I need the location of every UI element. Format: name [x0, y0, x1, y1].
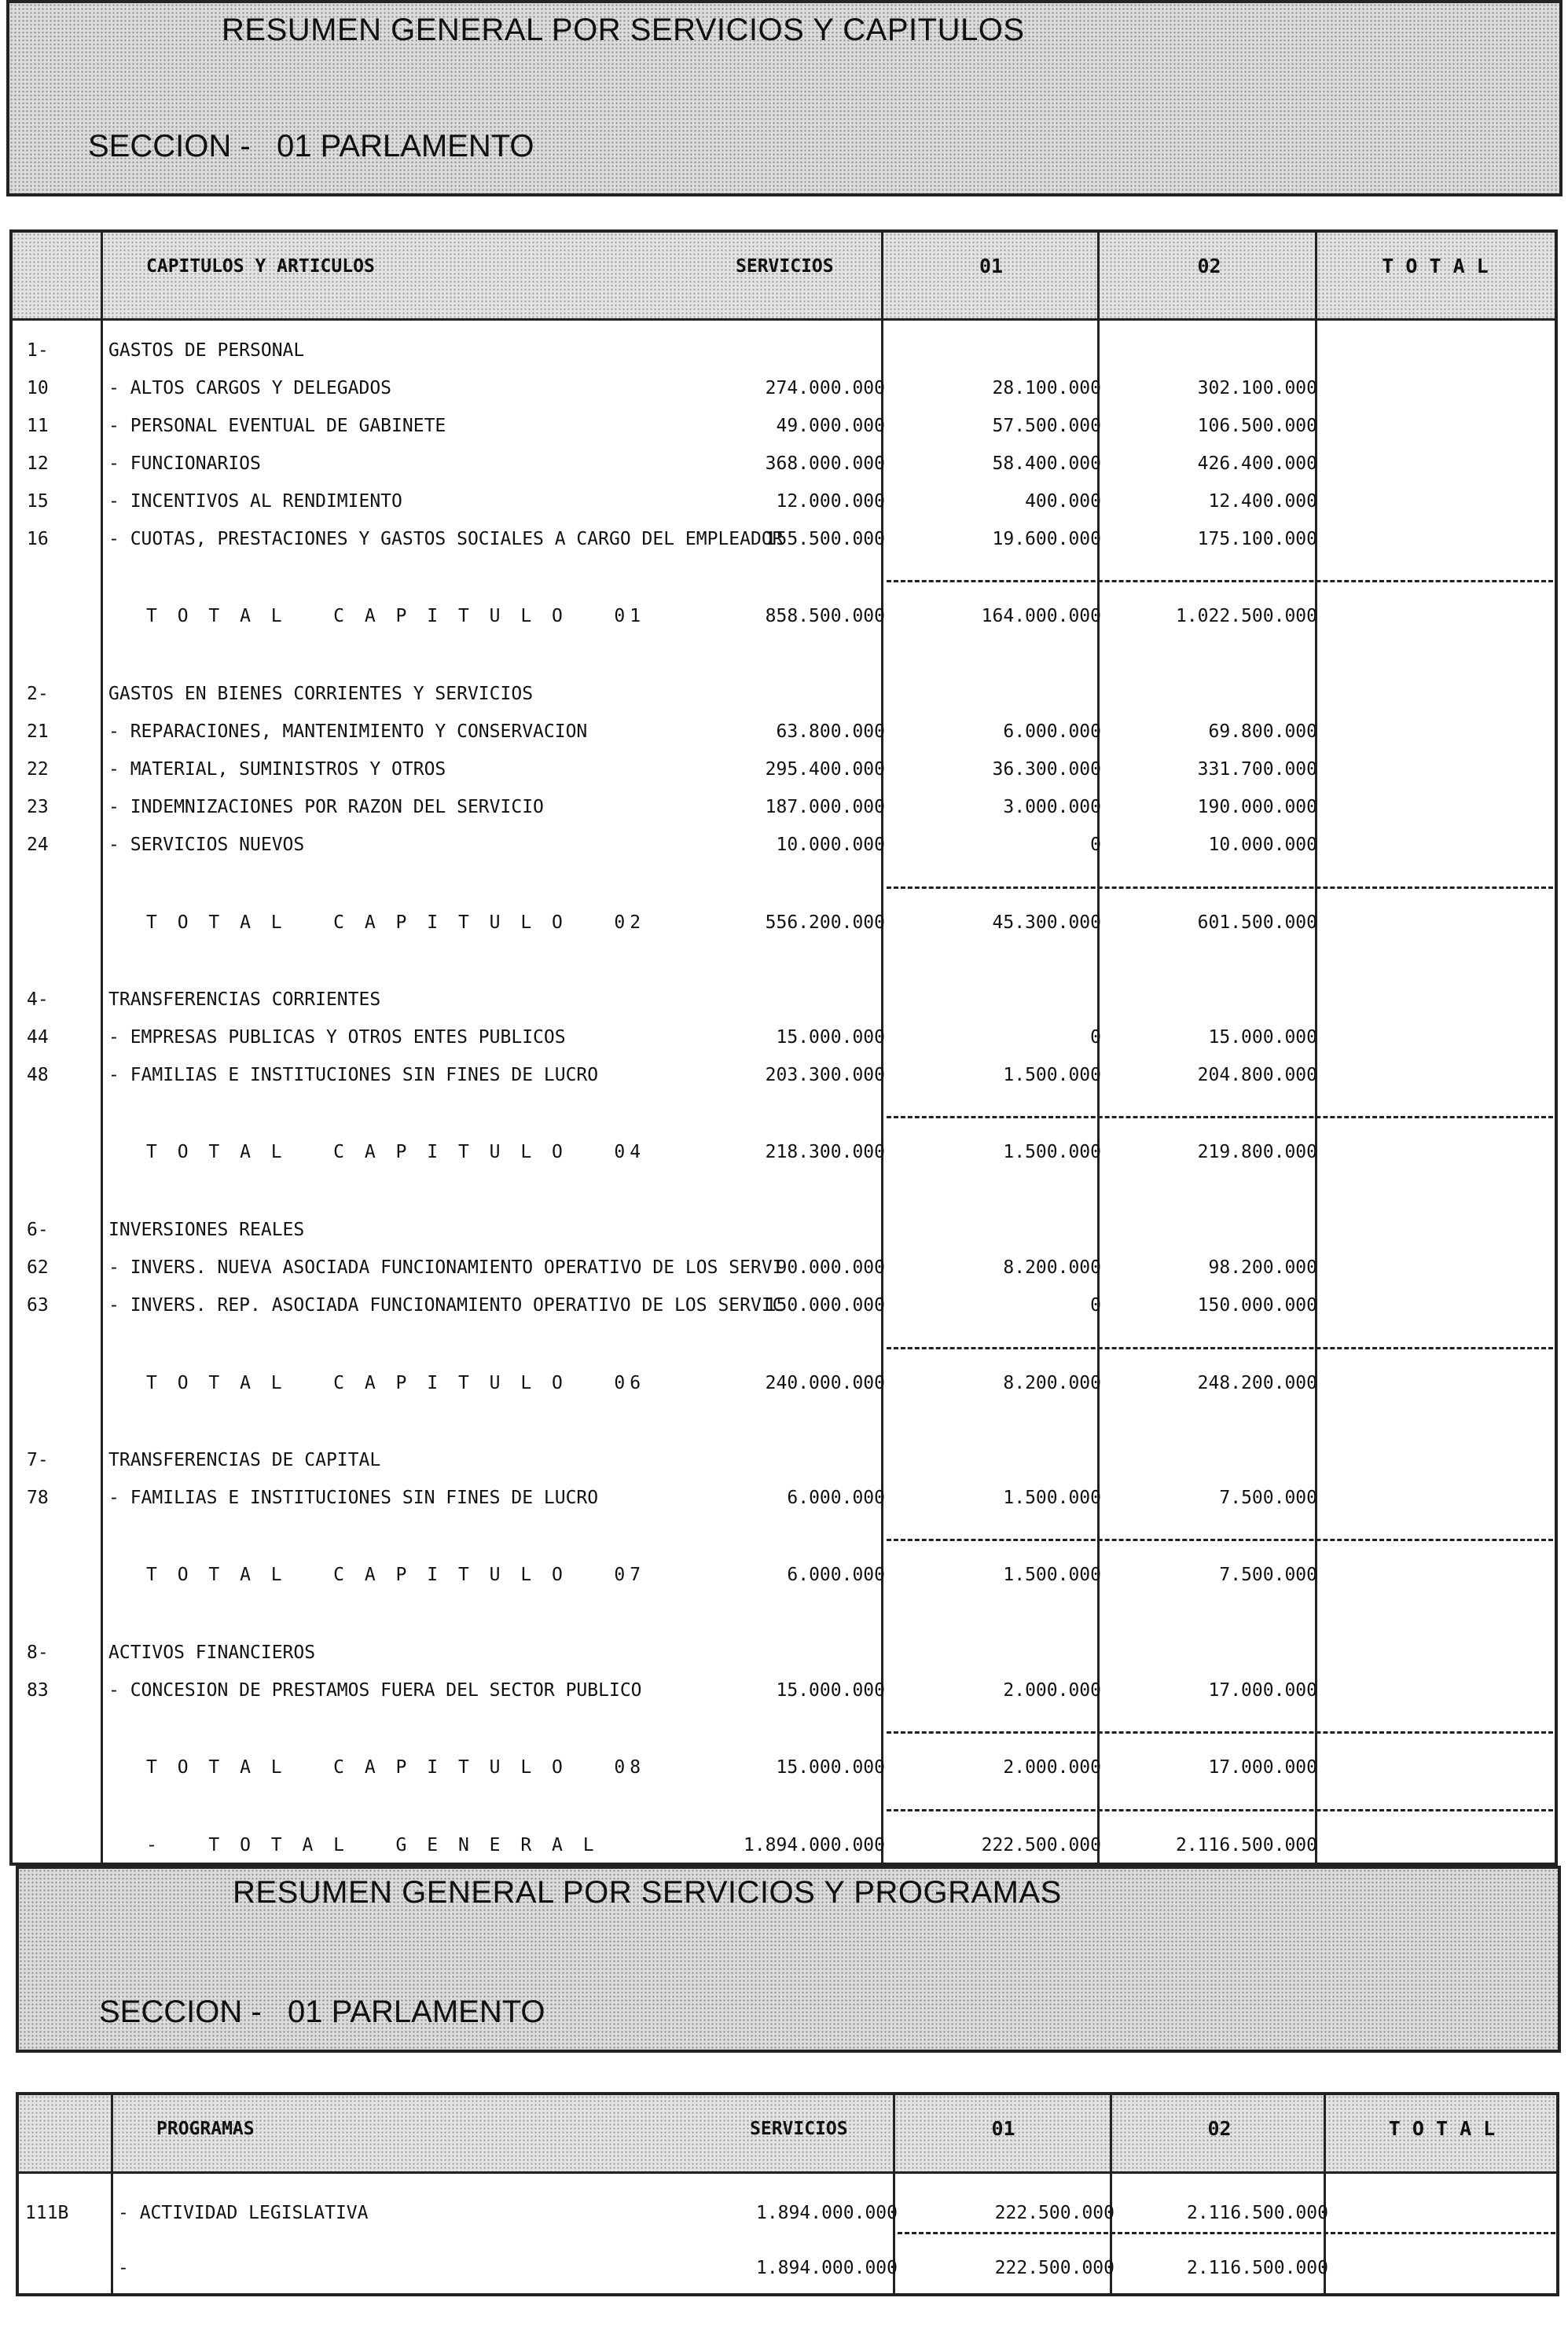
row-code: 8-	[27, 1642, 49, 1663]
header-col-01: 01	[991, 2117, 1015, 2140]
value-col-total: 15.000.000	[1208, 1027, 1317, 1048]
value-col-02	[897, 984, 1101, 1015]
value-col-01: 295.400.000	[765, 759, 885, 780]
total-label: T O T A L C A P I T U L O 07	[146, 1565, 646, 1585]
value-col-01: 90.000.000	[776, 1257, 885, 1278]
row-description: - MATERIAL, SUMINISTROS Y OTROS	[108, 759, 446, 780]
banner-programas	[16, 1866, 1561, 2053]
value-col-total	[1113, 1444, 1317, 1476]
banner-title: RESUMEN GENERAL POR SERVICIOS Y PROGRAMAS	[233, 1875, 1062, 1910]
value-col-total: 190.000.000	[1197, 797, 1317, 817]
row-description: - FAMILIAS E INSTITUCIONES SIN FINES DE LUCRO	[108, 1488, 599, 1508]
row-description: GASTOS DE PERSONAL	[108, 340, 305, 361]
row-description: ACTIVOS FINANCIEROS	[108, 1642, 316, 1663]
value-col-02: 1.500.000	[1003, 1565, 1101, 1585]
value-col-02: 222.500.000	[994, 2203, 1114, 2223]
value-col-02: 222.500.000	[981, 1835, 1101, 1855]
value-col-01: 10.000.000	[776, 835, 885, 855]
subtotal-separator	[887, 1347, 1553, 1349]
row-description: - EMPRESAS PUBLICAS Y OTROS ENTES PUBLICOS	[108, 1027, 566, 1048]
header-col-02: 02	[1207, 2117, 1232, 2140]
value-col-01	[681, 335, 885, 366]
value-col-total: 302.100.000	[1197, 378, 1317, 398]
value-col-total: 2.116.500.000	[1186, 2203, 1328, 2223]
value-col-01: 155.500.000	[765, 529, 885, 549]
row-code: 21	[27, 721, 49, 742]
total-label: T O T A L C A P I T U L O 01	[146, 606, 646, 626]
value-col-02	[897, 1637, 1101, 1668]
table-capitulos	[9, 229, 1558, 1866]
value-col-02: 0	[1090, 1295, 1101, 1316]
row-code: 2-	[27, 684, 49, 704]
value-col-01: 63.800.000	[776, 721, 885, 742]
subtotal-separator	[887, 1539, 1553, 1541]
value-col-02	[897, 335, 1101, 366]
value-col-total	[1113, 678, 1317, 710]
row-code: 24	[27, 835, 49, 855]
row-code: 78	[27, 1488, 49, 1508]
row-description: - INVERS. NUEVA ASOCIADA FUNCIONAMIENTO OPERATIVO DE LOS SERVI	[108, 1257, 784, 1278]
value-col-total: 106.500.000	[1197, 416, 1317, 436]
value-col-02: 3.000.000	[1003, 797, 1101, 817]
row-description: - INCENTIVOS AL RENDIMIENTO	[108, 491, 402, 512]
value-col-total: 2.116.500.000	[1186, 2258, 1328, 2278]
banner-section: SECCION - 01 PARLAMENTO	[88, 129, 534, 163]
value-col-02	[897, 1214, 1101, 1246]
table-header	[13, 233, 1555, 321]
value-col-01: 858.500.000	[765, 606, 885, 626]
row-description: - SERVICIOS NUEVOS	[108, 835, 305, 855]
total-label: T O T A L C A P I T U L O 08	[146, 1757, 646, 1778]
value-col-02: 2.000.000	[1003, 1757, 1101, 1778]
header-capitulos: CAPITULOS Y ARTICULOS	[146, 256, 375, 277]
value-col-01: 1.894.000.000	[755, 2258, 898, 2278]
banner-capitulos	[6, 0, 1562, 196]
value-col-total	[1113, 1214, 1317, 1246]
subtotal-separator	[887, 580, 1553, 582]
value-col-total: 17.000.000	[1208, 1680, 1317, 1701]
value-col-02: 8.200.000	[1003, 1373, 1101, 1393]
subtotal-separator	[887, 886, 1553, 889]
value-col-02: 8.200.000	[1003, 1257, 1101, 1278]
row-description: - INDEMNIZACIONES POR RAZON DEL SERVICIO	[108, 797, 544, 817]
header-col-total: T O T A L	[1388, 2117, 1496, 2140]
value-col-01	[681, 1444, 885, 1476]
value-col-total: 69.800.000	[1208, 721, 1317, 742]
banner-title: RESUMEN GENERAL POR SERVICIOS Y CAPITULOS	[222, 13, 1025, 47]
header-servicios: SERVICIOS	[736, 256, 834, 277]
value-col-total: 204.800.000	[1197, 1065, 1317, 1085]
value-col-02: 6.000.000	[1003, 721, 1101, 742]
value-col-01	[681, 984, 885, 1015]
value-col-02: 0	[1090, 835, 1101, 855]
header-programas: PROGRAMAS	[156, 2119, 255, 2139]
row-description: - FAMILIAS E INSTITUCIONES SIN FINES DE LUCRO	[108, 1065, 599, 1085]
value-col-total: 331.700.000	[1197, 759, 1317, 780]
row-description: - ALTOS CARGOS Y DELEGADOS	[108, 378, 392, 398]
value-col-total: 248.200.000	[1197, 1373, 1317, 1393]
value-col-01: 203.300.000	[765, 1065, 885, 1085]
row-description: - PERSONAL EVENTUAL DE GABINETE	[108, 416, 446, 436]
value-col-total: 7.500.000	[1219, 1488, 1317, 1508]
value-col-01: 187.000.000	[765, 797, 885, 817]
value-col-02: 36.300.000	[992, 759, 1101, 780]
value-col-02: 0	[1090, 1027, 1101, 1048]
value-col-01: 274.000.000	[765, 378, 885, 398]
row-code: 44	[27, 1027, 49, 1048]
value-col-01: 6.000.000	[787, 1488, 885, 1508]
value-col-total: 12.400.000	[1208, 491, 1317, 512]
value-col-02	[897, 1444, 1101, 1476]
value-col-01: 368.000.000	[765, 453, 885, 474]
value-col-total: 17.000.000	[1208, 1757, 1317, 1778]
value-col-01	[681, 678, 885, 710]
value-col-02	[897, 678, 1101, 710]
row-code: 4-	[27, 989, 49, 1010]
row-description: TRANSFERENCIAS DE CAPITAL	[108, 1450, 381, 1470]
divider	[101, 233, 103, 1863]
value-col-02: 1.500.000	[1003, 1488, 1101, 1508]
total-label: T O T A L C A P I T U L O 02	[146, 912, 646, 933]
value-col-total: 2.116.500.000	[1175, 1835, 1317, 1855]
subtotal-separator	[887, 1731, 1553, 1734]
value-col-total: 426.400.000	[1197, 453, 1317, 474]
row-code: 16	[27, 529, 49, 549]
value-col-01: 218.300.000	[765, 1142, 885, 1162]
row-code: 22	[27, 759, 49, 780]
row-code: 7-	[27, 1450, 49, 1470]
row-code: 10	[27, 378, 49, 398]
row-code: 1-	[27, 340, 49, 361]
value-col-01: 49.000.000	[776, 416, 885, 436]
value-col-total: 219.800.000	[1197, 1142, 1317, 1162]
row-code: 23	[27, 797, 49, 817]
row-description: INVERSIONES REALES	[108, 1220, 305, 1240]
value-col-02: 164.000.000	[981, 606, 1101, 626]
value-col-02: 1.500.000	[1003, 1142, 1101, 1162]
banner-section: SECCION - 01 PARLAMENTO	[99, 1995, 545, 2029]
value-col-01	[681, 1637, 885, 1668]
row-code: 48	[27, 1065, 49, 1085]
value-col-total: 601.500.000	[1197, 912, 1317, 933]
value-col-total	[1113, 984, 1317, 1015]
value-col-02: 57.500.000	[992, 416, 1101, 436]
row-description: - CONCESION DE PRESTAMOS FUERA DEL SECTOR PUBLICO	[108, 1680, 642, 1701]
value-col-total: 1.022.500.000	[1175, 606, 1317, 626]
row-code: 12	[27, 453, 49, 474]
value-col-01: 15.000.000	[776, 1680, 885, 1701]
value-col-02: 19.600.000	[992, 529, 1101, 549]
subtotal-separator	[887, 1116, 1553, 1118]
row-code: 6-	[27, 1220, 49, 1240]
row-code: 11	[27, 416, 49, 436]
value-col-01: 150.000.000	[765, 1295, 885, 1316]
row-code: 62	[27, 1257, 49, 1278]
subtotal-separator	[887, 1809, 1553, 1811]
value-col-01: 1.894.000.000	[743, 1835, 885, 1855]
value-col-total: 150.000.000	[1197, 1295, 1317, 1316]
row-description: - FUNCIONARIOS	[108, 453, 261, 474]
header-col-total: T O T A L	[1382, 255, 1489, 277]
subtotal-separator	[898, 2232, 1555, 2234]
value-col-02: 1.500.000	[1003, 1065, 1101, 1085]
value-col-02: 28.100.000	[992, 378, 1101, 398]
row-code: 111B	[25, 2203, 69, 2223]
row-code: 63	[27, 1295, 49, 1316]
row-description: TRANSFERENCIAS CORRIENTES	[108, 989, 381, 1010]
row-code: 15	[27, 491, 49, 512]
row-code: 83	[27, 1680, 49, 1701]
value-col-01: 1.894.000.000	[755, 2203, 898, 2223]
total-label: -	[118, 2258, 129, 2278]
total-label: - T O T A L G E N E R A L	[146, 1835, 599, 1855]
value-col-total	[1113, 335, 1317, 366]
value-col-01: 12.000.000	[776, 491, 885, 512]
row-description: GASTOS EN BIENES CORRIENTES Y SERVICIOS	[108, 684, 534, 704]
row-description: - CUOTAS, PRESTACIONES Y GASTOS SOCIALES A CARGO DEL EMPLEADOR	[108, 529, 784, 549]
header-col-01: 01	[979, 255, 1004, 277]
value-col-02: 58.400.000	[992, 453, 1101, 474]
row-description: - INVERS. REP. ASOCIADA FUNCIONAMIENTO OPERATIVO DE LOS SERVIC	[108, 1295, 784, 1316]
divider	[111, 2095, 113, 2293]
value-col-01	[681, 1214, 885, 1246]
value-col-01: 15.000.000	[776, 1027, 885, 1048]
value-col-total: 7.500.000	[1219, 1565, 1317, 1585]
value-col-total: 175.100.000	[1197, 529, 1317, 549]
row-description: - REPARACIONES, MANTENIMIENTO Y CONSERVACION	[108, 721, 588, 742]
row-description: - ACTIVIDAD LEGISLATIVA	[118, 2203, 369, 2223]
total-label: T O T A L C A P I T U L O 04	[146, 1142, 646, 1162]
value-col-01: 15.000.000	[776, 1757, 885, 1778]
value-col-01: 240.000.000	[765, 1373, 885, 1393]
value-col-total	[1113, 1637, 1317, 1668]
value-col-01: 556.200.000	[765, 912, 885, 933]
value-col-01: 6.000.000	[787, 1565, 885, 1585]
header-col-02: 02	[1197, 255, 1221, 277]
value-col-02: 400.000	[1025, 491, 1101, 512]
table-programas	[16, 2092, 1559, 2296]
value-col-02: 2.000.000	[1003, 1680, 1101, 1701]
total-label: T O T A L C A P I T U L O 06	[146, 1373, 646, 1393]
value-col-total: 10.000.000	[1208, 835, 1317, 855]
header-servicios: SERVICIOS	[750, 2119, 848, 2139]
value-col-total: 98.200.000	[1208, 1257, 1317, 1278]
value-col-02: 45.300.000	[992, 912, 1101, 933]
value-col-02: 222.500.000	[994, 2258, 1114, 2278]
